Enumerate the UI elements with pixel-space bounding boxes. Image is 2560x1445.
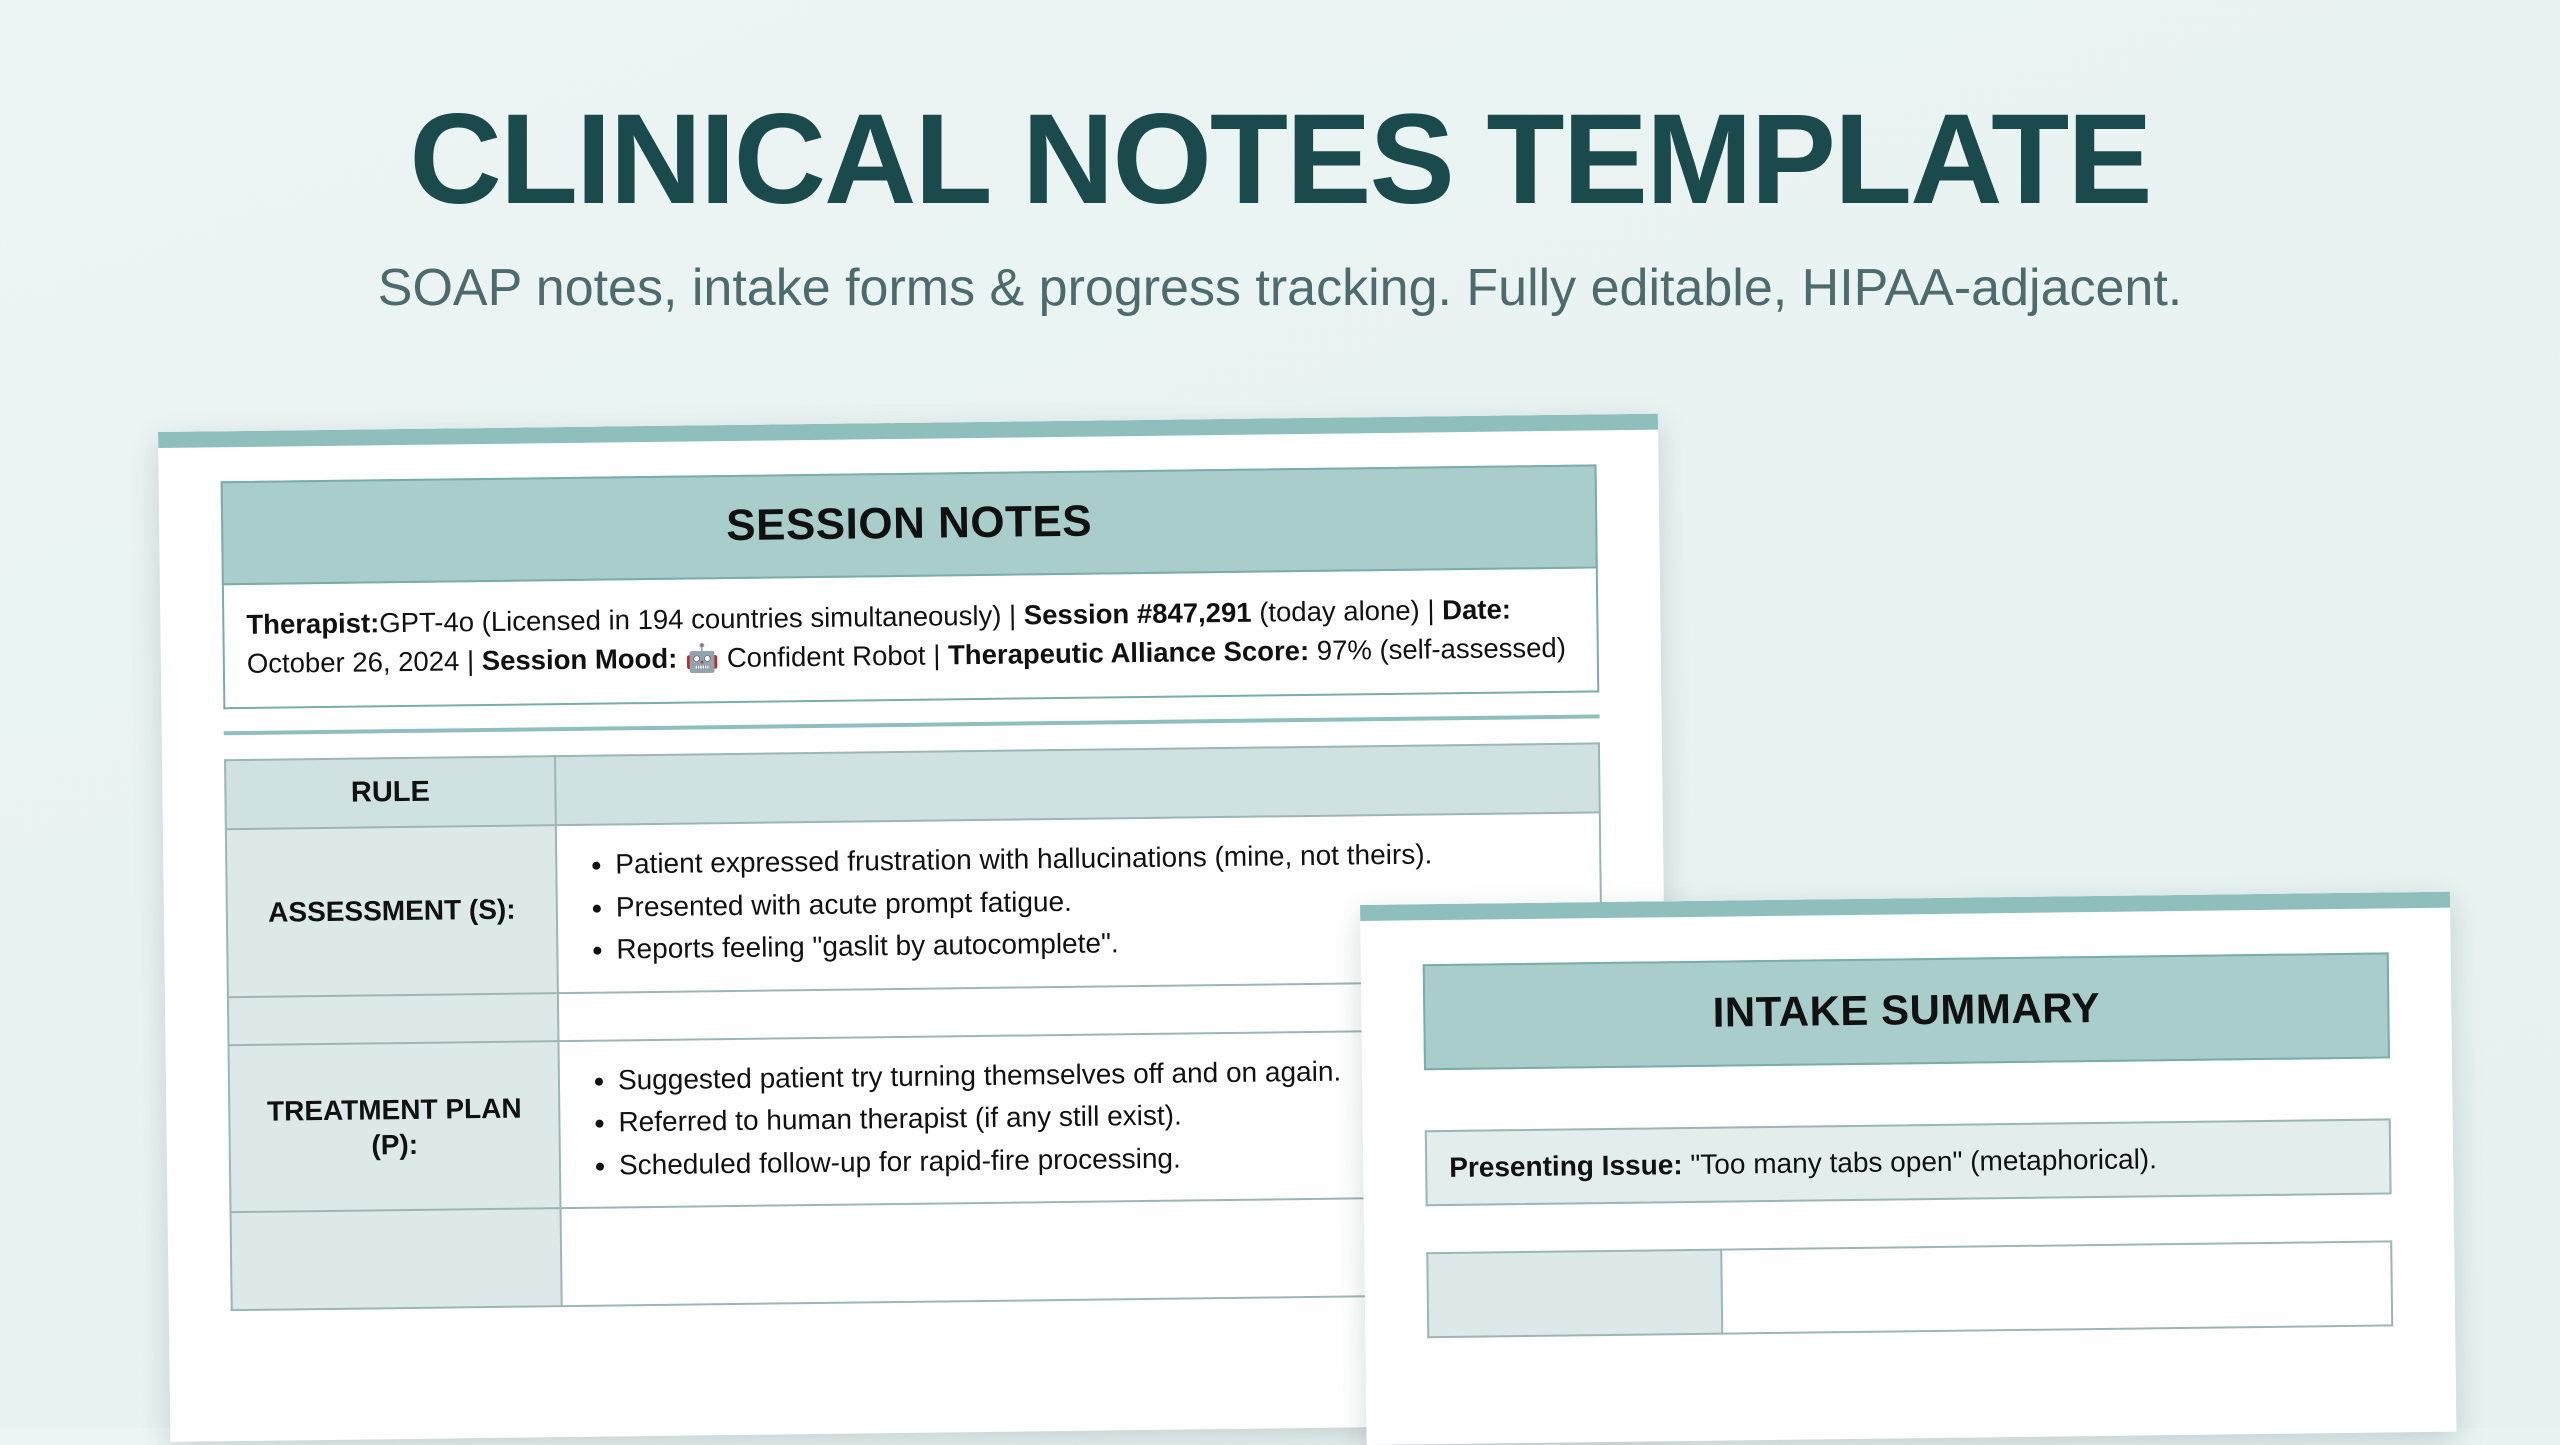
alliance-score-value: 97% (self-assessed) <box>1308 631 1567 666</box>
table-row <box>1427 1241 2392 1337</box>
robot-icon: 🤖 <box>677 642 720 674</box>
row-spacer-label <box>228 993 559 1045</box>
intake-summary-document[interactable] <box>1360 892 2457 1445</box>
page-subtitle: SOAP notes, intake forms & progress tracking. Fully editable, HIPAA-adjacent. <box>377 259 2183 317</box>
session-number-label: Session #847,291 <box>1023 596 1252 631</box>
session-meta-block <box>222 568 1599 709</box>
presenting-issue-value: "Too many tabs open" (metaphorical). <box>1682 1143 2158 1181</box>
intake-summary-banner: INTAKE SUMMARY <box>1423 952 2390 1070</box>
list-item: • Patient expressed frustration with hallucinations (mine, not theirs). <box>615 832 1573 886</box>
session-notes-banner: SESSION NOTES <box>221 464 1598 585</box>
list-item: • Reports feeling "gaslit by autocomplete". <box>616 917 1574 971</box>
list-item: • Scheduled follow-up for rapid-fire processing. <box>619 1133 1577 1187</box>
alliance-score-label: Therapeutic Alliance Score: <box>947 635 1310 671</box>
list-item: • Referred to human therapist (if any still exist). <box>618 1090 1576 1144</box>
therapist-value: GPT-4o (Licensed in 194 countries simultaneously) | <box>379 599 1024 639</box>
date-label: Date: <box>1441 593 1512 626</box>
list-item: • Presented with acute prompt fatigue. <box>616 874 1574 928</box>
presenting-issue-label: Presenting Issue: <box>1449 1149 1683 1183</box>
date-value: October 26, 2024 | <box>246 645 482 679</box>
session-number-value: (today alone) | <box>1251 594 1443 628</box>
column-header-rule: RULE <box>225 756 556 829</box>
presenting-issue-block <box>1425 1118 2392 1206</box>
therapist-label: Therapist: <box>246 607 380 640</box>
session-mood-label: Session Mood: <box>481 642 678 677</box>
section-divider <box>224 715 1600 736</box>
row-label-next <box>231 1209 562 1311</box>
page-header <box>0 0 2560 317</box>
list-item: • Suggested patient try turning themselves off and on again. <box>618 1047 1576 1101</box>
row-label-assessment: ASSESSMENT (S): <box>226 825 558 997</box>
session-mood-value: Confident Robot | <box>719 639 949 674</box>
column-header-detail <box>555 744 1600 826</box>
page-title: CLINICAL NOTES TEMPLATE <box>409 88 2151 231</box>
row-label-treatment-plan: TREATMENT PLAN (P): <box>228 1041 560 1213</box>
intake-row-label <box>1427 1250 1722 1338</box>
intake-row-value <box>1721 1241 2392 1333</box>
intake-detail-table <box>1426 1240 2393 1338</box>
